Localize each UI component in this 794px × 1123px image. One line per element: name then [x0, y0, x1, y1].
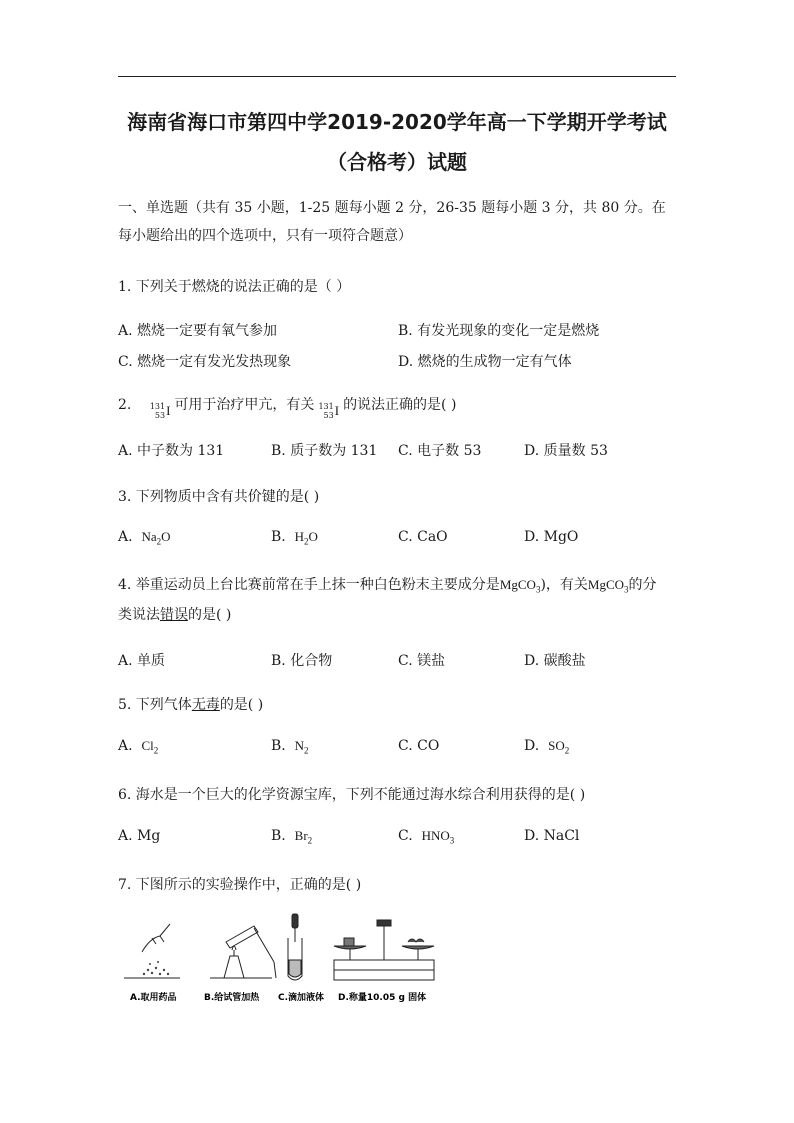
question-1-option-d: D. 燃烧的生成物一定有气体 [398, 354, 572, 370]
question-2-stem-mid: 可用于治疗甲亢，有关 [174, 397, 315, 413]
formula-cl2: $Cl_2$ [141, 738, 159, 756]
header-rule [118, 76, 676, 77]
section-intro: 一、单选题（共有 35 小题，1-25 题每小题 2 分，26-35 题每小题 3 分，共 80 分。在每小题给出的四个选项中，只有一项符合题意） [118, 200, 666, 244]
formula-h2o: $H_2O$ [294, 529, 318, 547]
question-5-stem: 5. 下列气体无毒的是( ) [118, 697, 264, 713]
question-5-option-b: B. $N_2$ [271, 738, 309, 756]
question-1-option-a: A. 燃烧一定要有氧气参加 [118, 323, 278, 339]
question-2-option-a: A. 中子数为 131 [118, 443, 225, 459]
question-2-stem-end: 的说法正确的是( ) [343, 397, 457, 413]
question-3-option-b [271, 529, 318, 547]
emphasis-underline: 错误 [160, 607, 188, 623]
formula-n2: $N_2$ [294, 738, 309, 756]
question-4-option-b: B. 化合物 [271, 653, 333, 669]
question-3-option-c: C. CaO [398, 529, 448, 545]
question-4-text-a: 4. 举重运动员上台比赛前常在手上抹一种白色粉末主要成分是 [118, 577, 500, 593]
formula-hno3: $HNO_3$ [421, 828, 455, 846]
question-3-option-d: D. MgO [524, 529, 579, 545]
question-4-option-d: D. 碳酸盐 [524, 653, 586, 669]
question-1-stem: 1. 下列关于燃烧的说法正确的是（ ） [118, 279, 351, 295]
question-2-option-d: D. 质量数 53 [524, 443, 608, 459]
isotope-atomic-number: 53 [323, 411, 334, 420]
emphasis-underline: 无毒 [191, 697, 220, 713]
page-subtitle: （合格考）试题 [327, 150, 467, 174]
formula-mgco3-repeat: MgCO$_3$ [587, 577, 629, 595]
formula-na2o: $Na_2O$ [141, 529, 171, 547]
question-5-option-c: C. CO [398, 738, 440, 754]
caption-a: A.取用药品 [130, 993, 177, 1003]
question-5-option-d: D. $SO_2$ [524, 738, 570, 756]
isotope-symbol: I [334, 403, 340, 418]
taking-reagent-illustration [124, 924, 180, 978]
option-label: A. [118, 529, 133, 545]
question-4-text-b: )，有关 [540, 577, 588, 593]
question-4-option-a: A. 单质 [118, 653, 166, 669]
caption-b: B.给试管加热 [204, 993, 260, 1003]
heating-test-tube-illustration [210, 926, 276, 978]
isotope-i131-repeat [318, 402, 339, 420]
isotope-symbol: I [166, 403, 171, 418]
dropping-liquid-illustration [288, 914, 302, 980]
question-2-stem [118, 394, 456, 420]
formula-br2: $Br_2$ [294, 828, 313, 846]
question-2-option-b: B. 质子数为 131 [271, 443, 378, 459]
lab-figure-svg [122, 912, 442, 1010]
option-label: B. [271, 529, 286, 545]
question-4-stem [118, 574, 657, 595]
formula-mgco3: MgCO$_3$ [499, 577, 541, 595]
caption-c: C.滴加液体 [278, 993, 325, 1003]
isotope-atomic-number: 53 [154, 411, 166, 420]
question-3-stem: 3. 下列物质中含有共价键的是( ) [118, 489, 320, 505]
question-2-number: 2. [118, 397, 132, 413]
question-3-option-a [118, 529, 171, 547]
formula-so2: $SO_2$ [548, 738, 570, 756]
question-2-option-c: C. 电子数 53 [398, 443, 482, 459]
question-6-option-b: B. $Br_2$ [271, 828, 313, 846]
lab-operations-figure [122, 912, 442, 1010]
question-4-option-c: C. 镁盐 [398, 653, 446, 669]
question-1-option-c: C. 燃烧一定有发光发热现象 [118, 354, 292, 370]
isotope-mass-number: 131 [318, 402, 334, 411]
question-5-option-a: A. $Cl_2$ [118, 738, 159, 756]
question-6-option-d: D. NaCl [524, 828, 580, 844]
question-1-option-b: B. 有发光现象的变化一定是燃烧 [398, 323, 600, 339]
balance-weighing-illustration [334, 920, 434, 980]
question-6-stem: 6. 海水是一个巨大的化学资源宝库，下列不能通过海水综合利用获得的是( ) [118, 787, 586, 803]
isotope-mass-number: 131 [149, 402, 166, 411]
question-7-stem: 7. 下图所示的实验操作中，正确的是( ) [118, 877, 362, 893]
question-4-stem-line2: 类说法错误的是( ) [118, 607, 232, 623]
page-title: 海南省海口市第四中学2019-2020学年高一下学期开学考试 [127, 110, 667, 134]
question-6-option-c: C. $HNO_3$ [398, 828, 455, 846]
isotope-i131 [150, 402, 171, 420]
question-4-text-c: 的分 [628, 577, 657, 593]
caption-d: D.称量10.05 g 固体 [338, 993, 427, 1003]
question-6-option-a: A. Mg [118, 828, 161, 844]
